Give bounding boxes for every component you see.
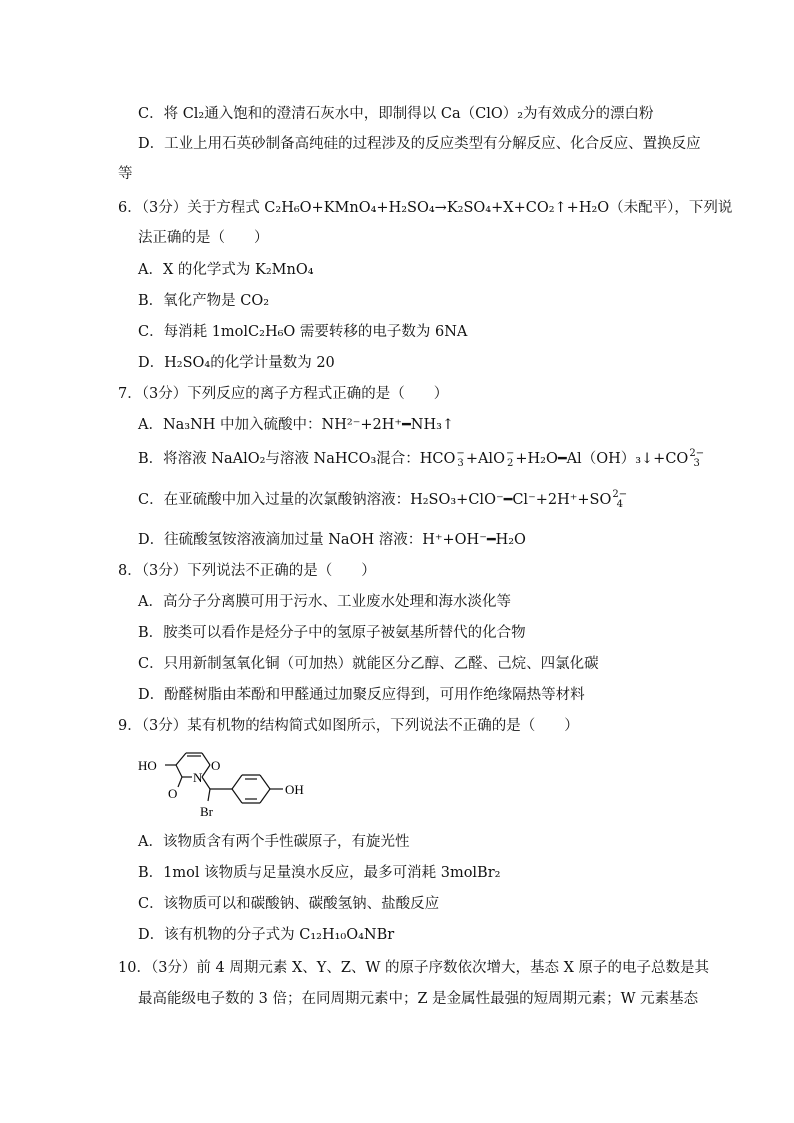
q8-option-d: D．酚醛树脂由苯酚和甲醛通过加聚反应得到，可用作绝缘隔热等材料 [138, 687, 585, 703]
q5-option-c: C．将 Cl₂通入饱和的澄清石灰水中，即制得以 Ca（ClO）₂为有效成分的漂白粉 [138, 106, 654, 122]
q5-option-d: D．工业上用石英砂制备高纯硅的过程涉及的反应类型有分解反应、化合反应、置换反应 [138, 136, 701, 152]
q10-stem: 10．（3分）前 4 周期元素 X、Y、Z、W 的原子序数依次增大，基态 X 原子的电子总数是其 [118, 960, 709, 976]
q6-stem: 6．（3分）关于方程式 C₂H₆O+KMnO₄+H₂SO₄→K₂SO₄+X+CO₂↑+H₂O（未配平），下列说 [118, 200, 733, 216]
frac-sup: 2− [689, 448, 705, 459]
q8-option-b: B．胺类可以看作是烃分子中的氢原子被氨基所替代的化合物 [138, 625, 526, 641]
frac-so4 [612, 490, 627, 510]
frac-sup: 2− [612, 489, 628, 500]
q8-option-c: C．只用新制氢氧化铜（可加热）就能区分乙醇、乙醛、己烷、四氯化碳 [138, 656, 599, 672]
frac-co3 [689, 449, 704, 469]
q9-option-d: D．该有机物的分子式为 C₁₂H₁₀O₄NBr [138, 927, 395, 943]
frac-sub: 3 [457, 458, 464, 469]
q7-stem: 7．（3分）下列反应的离子方程式正确的是（ ） [118, 386, 449, 402]
frac-hco3 [456, 449, 464, 469]
frac-sub: 3 [693, 458, 700, 469]
structure-diagram [130, 745, 330, 825]
q7-option-c-pre: C．在亚硫酸中加入过量的次氯酸钠溶液：H₂SO₃+ClO⁻━Cl⁻+2H⁺+SO [138, 492, 612, 508]
frac-alo2 [506, 449, 514, 469]
q8-stem: 8．（3分）下列说法不正确的是（ ） [118, 563, 376, 579]
q7-option-c [138, 490, 628, 510]
br-label: Br [200, 804, 213, 819]
frac-sup: − [505, 448, 515, 459]
frac-sup: − [456, 448, 465, 459]
o-top-label: O [211, 758, 221, 773]
q7-option-a: A．Na₃NH 中加入硫酸中：NH²⁻+2H⁺━NH₃↑ [138, 417, 455, 433]
oh-label: OH [285, 782, 304, 797]
q9-option-b: B．1mol 该物质与足量溴水反应，最多可消耗 3molBr₂ [138, 865, 501, 881]
n-label: N [193, 770, 203, 785]
q9-option-c: C．该物质可以和碳酸钠、碳酸氢钠、盐酸反应 [138, 896, 440, 912]
q7-option-d: D．往硫酸氢铵溶液滴加过量 NaOH 溶液：H⁺+OH⁻━H₂O [138, 532, 526, 548]
q7-option-b-post: +H₂O━Al（OH）₃↓+CO [515, 451, 689, 467]
ho-label: HO [138, 758, 157, 773]
q10-stem-cont: 最高能级电子数的 3 倍；在同周期元素中；Z 是金属性最强的短周期元素；W 元素基态 [138, 991, 699, 1007]
q7-option-b-pre: B．将溶液 NaAlO₂与溶液 NaHCO₃混合：HCO [138, 451, 456, 467]
q5-option-d-cont: 等 [118, 166, 133, 182]
q6-option-d: D．H₂SO₄的化学计量数为 20 [138, 355, 335, 371]
q6-option-a: A．X 的化学式为 K₂MnO₄ [138, 262, 314, 278]
q7-option-b-mid: +AlO [465, 451, 505, 467]
frac-sub: 2 [506, 458, 514, 469]
q9-option-a: A．该物质含有两个手性碳原子，有旋光性 [138, 834, 410, 850]
q6-stem-cont: 法正确的是（ ） [138, 230, 269, 246]
frac-sub: 4 [616, 499, 623, 510]
q6-option-b: B．氧化产物是 CO₂ [138, 293, 270, 309]
q6-option-c: C．每消耗 1molC₂H₆O 需要转移的电子数为 6NA [138, 324, 468, 340]
q9-stem: 9．（3分）某有机物的结构简式如图所示，下列说法不正确的是（ ） [118, 718, 579, 734]
o-bottom-label: O [168, 786, 178, 801]
q8-option-a: A．高分子分离膜可用于污水、工业废水处理和海水淡化等 [138, 594, 511, 610]
q7-option-b [138, 449, 705, 469]
